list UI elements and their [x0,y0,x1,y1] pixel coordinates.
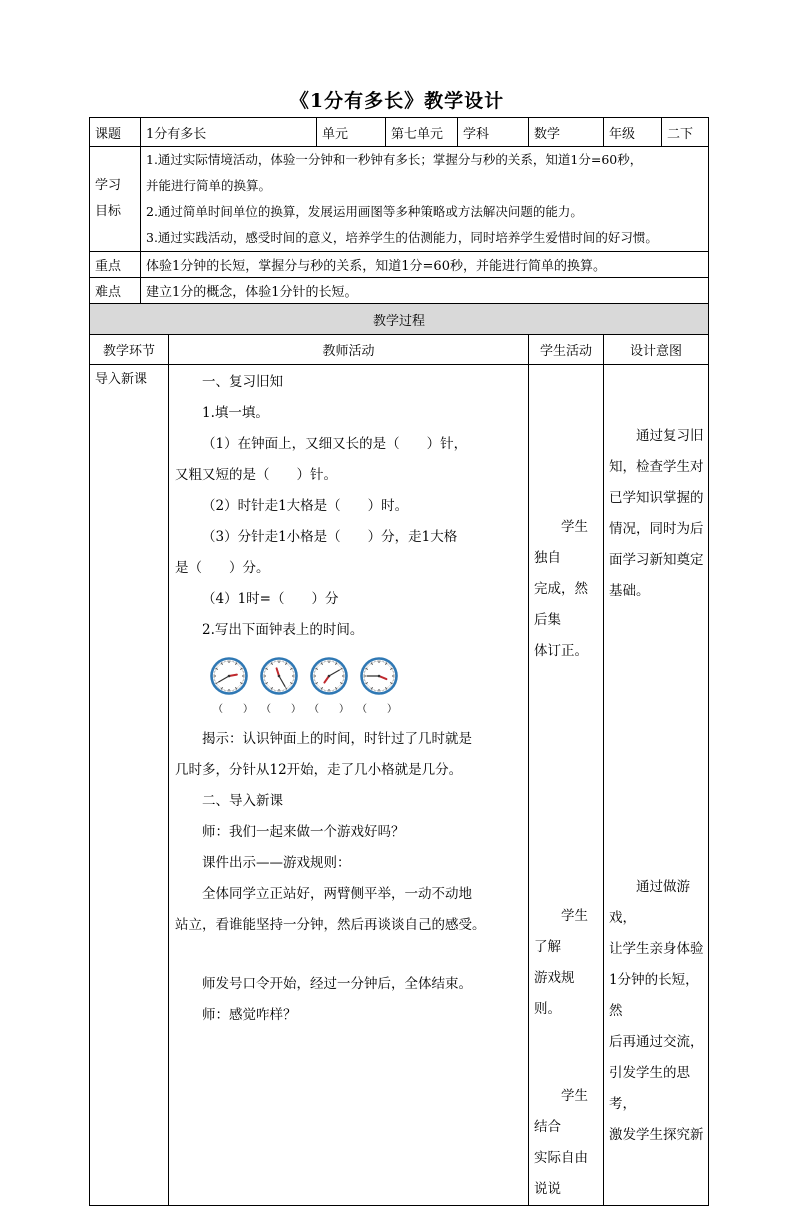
teacher-line: 师：感觉咋样？ [175,1000,523,1031]
clock-blank: （ ） [261,700,309,715]
student-note: 学生独自 [534,512,599,574]
student-note: 学生结合 [534,1081,599,1143]
clock-face [209,656,249,696]
goals-content [141,147,709,252]
teacher-line: 课件出示——游戏规则： [175,848,523,879]
topic-label: 课题 [90,118,141,147]
teacher-line: 站立，看谁能坚持一分钟，然后再谈谈自己的感受。 [175,910,523,941]
clock-center [228,675,231,678]
goals-label: 学习 目标 [90,147,141,252]
key-point-label: 重点 [90,252,141,278]
intent-note: 已学知识掌握的 [609,483,704,514]
student-note: 完成，然后集 [534,574,599,636]
unit-value: 第七单元 [386,118,458,147]
col-intent: 设计意图 [604,335,709,365]
subject-value: 数学 [529,118,604,147]
clock-blank: （ ） [213,700,261,715]
student-note: 游戏规则。 [534,963,599,1025]
intent-note: 激发学生探究新 [609,1120,704,1151]
intent-note: 后再通过交流， [609,1027,704,1058]
student-note: 体订正。 [534,636,599,667]
teacher-line: 揭示：认识钟面上的时间，时针过了几时就是 [175,724,523,755]
teacher-line: 师：我们一起来做一个游戏好吗？ [175,817,523,848]
teacher-activity-cell [169,365,529,1206]
teacher-line: 1.填一填。 [175,398,523,429]
lesson-plan-table [89,117,709,1206]
teacher-line: （3）分针走1小格是（ ）分，走1大格 [175,522,523,553]
clock-face [359,656,399,696]
clock-answer-blanks [175,696,523,718]
process-header: 教学过程 [90,304,709,335]
teacher-line: 是（ ）分。 [175,553,523,584]
teacher-line: （2）时针走1大格是（ ）时。 [175,491,523,522]
subject-label: 学科 [458,118,529,147]
intent-note: 情况，同时为后 [609,514,704,545]
teacher-line: 一、复习旧知 [175,367,523,398]
intent-note: 1分钟的长短，然 [609,965,704,1027]
student-note: 实际自由说说 [534,1143,599,1205]
document-title: 《1分有多长》教学设计 [0,86,794,113]
process-row [90,365,709,1206]
clock-face [309,656,349,696]
intent-note: 面学习新知奠定 [609,545,704,576]
grade-value: 二下 [662,118,709,147]
header-row [90,118,709,147]
student-note: 学生了解 [534,901,599,963]
process-header-row [90,304,709,335]
grade-label: 年级 [604,118,662,147]
clock-face [259,656,299,696]
column-header-row [90,335,709,365]
clock-blank: （ ） [357,700,405,715]
teacher-line: （1）在钟面上，又细又长的是（ ）针， [175,429,523,460]
clock-center [278,675,281,678]
teacher-line: 二、导入新课 [175,786,523,817]
goals-row [90,147,709,252]
student-activity-cell [529,365,604,1206]
clock-blank: （ ） [309,700,357,715]
difficulty-row [90,278,709,304]
teacher-line: 师发号口令开始，经过一分钟后，全体结束。 [175,969,523,1000]
col-stage: 教学环节 [90,335,169,365]
intent-note: 基础。 [609,576,704,607]
topic-value: 1分有多长 [141,118,317,147]
intent-note: 通过复习旧 [609,421,704,452]
clock-center [378,675,381,678]
teacher-line: 全体同学立正站好，两臂侧平举，一动不动地 [175,879,523,910]
clock-center [328,675,331,678]
stage-cell [90,365,169,1206]
unit-label: 单元 [317,118,386,147]
goal-line: 2.通过简单时间单位的换算，发展运用画图等多种策略或方法解决问题的能力。 [146,199,703,225]
col-student: 学生活动 [529,335,604,365]
goal-line: 1.通过实际情境活动，体验一分钟和一秒钟有多长；掌握分与秒的关系，知道1分=60秒， [146,147,703,173]
teacher-line: 几时多，分针从12开始，走了几小格就是几分。 [175,755,523,786]
teacher-line: （4）1时=（ ）分 [175,584,523,615]
stage-name: 导入新课 [90,365,168,390]
teacher-line: 2.写出下面钟表上的时间。 [175,615,523,646]
teacher-line: 又粗又短的是（ ）针。 [175,460,523,491]
intent-note: 通过做游戏， [609,872,704,934]
key-point-text: 体验1分钟的长短，掌握分与秒的关系，知道1分=60秒，并能进行简单的换算。 [141,252,709,278]
intent-note: 知，检查学生对 [609,452,704,483]
design-intent-cell [604,365,709,1206]
clock-faces [175,656,523,696]
key-point-row [90,252,709,278]
difficulty-label: 难点 [90,278,141,304]
col-teacher: 教师活动 [169,335,529,365]
difficulty-text: 建立1分的概念，体验1分针的长短。 [141,278,709,304]
goal-line: 并能进行简单的换算。 [146,173,703,199]
intent-note: 让学生亲身体验 [609,934,704,965]
intent-note: 引发学生的思考， [609,1058,704,1120]
goal-line: 3.通过实践活动，感受时间的意义，培养学生的估测能力，同时培养学生爱惜时间的好习惯。 [146,225,703,251]
